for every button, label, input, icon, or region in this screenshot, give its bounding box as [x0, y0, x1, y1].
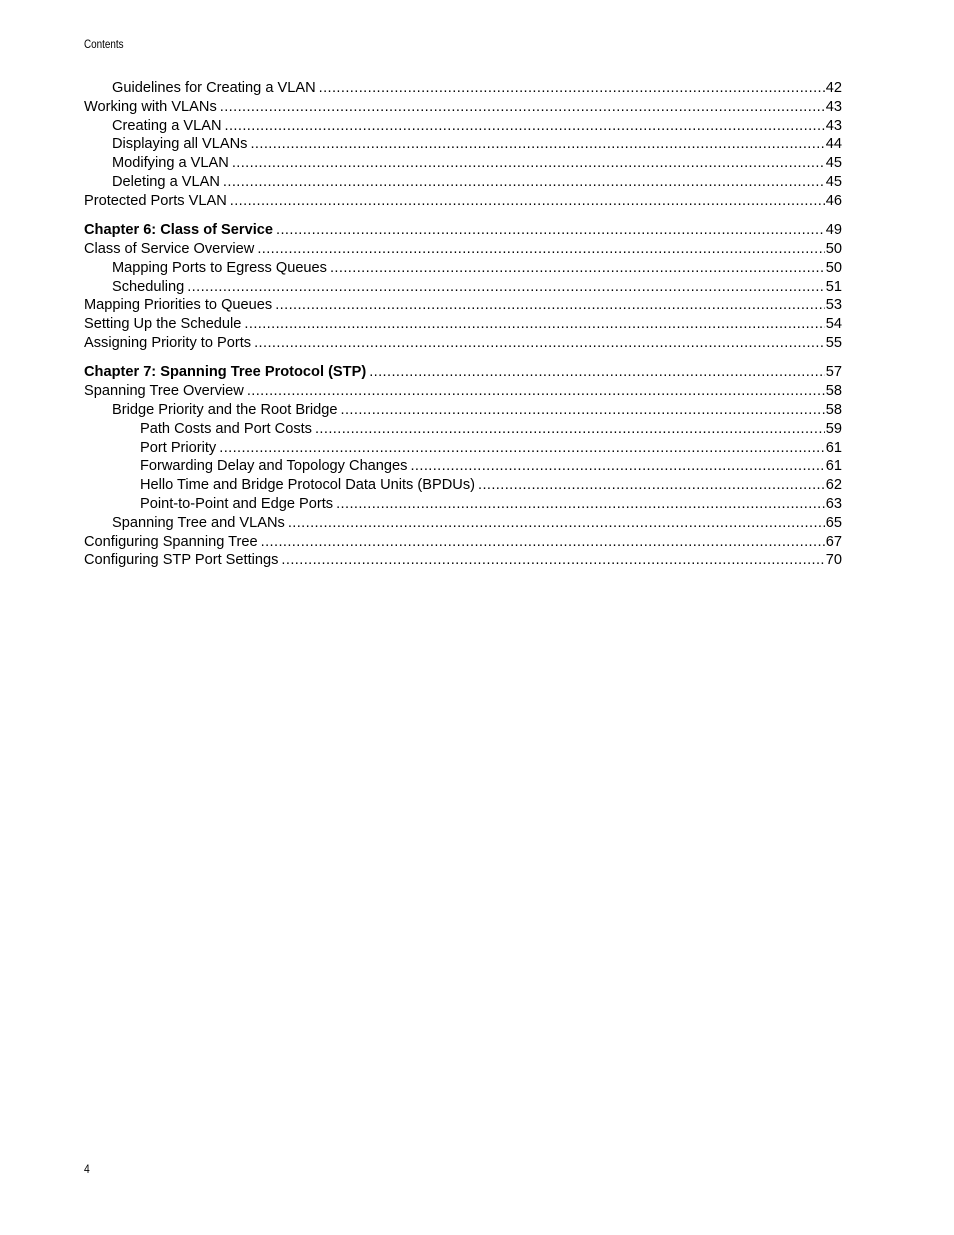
dot-leader — [250, 135, 824, 154]
toc-entry-title: Spanning Tree and VLANs — [112, 514, 285, 531]
toc-entry-title: Chapter 6: Class of Service — [84, 222, 273, 239]
toc-entry-page-number: 54 — [825, 316, 842, 333]
toc-entry-title: Hello Time and Bridge Protocol Data Units (BPDUs) — [140, 477, 475, 494]
toc-entry-page-number: 43 — [825, 98, 842, 115]
toc-chapter-heading[interactable] — [84, 363, 842, 382]
toc-entry[interactable] — [84, 476, 842, 495]
toc-entry-title: Working with VLANs — [84, 98, 217, 115]
dot-leader — [230, 192, 825, 211]
toc-entry[interactable] — [84, 79, 842, 98]
toc-entry-title: Scheduling — [112, 278, 185, 295]
toc-entry-title: Modifying a VLAN — [112, 155, 229, 172]
toc-entry[interactable] — [84, 192, 842, 211]
toc-entry[interactable] — [84, 551, 842, 570]
toc-entry[interactable] — [84, 315, 842, 334]
toc-entry-page-number: 50 — [825, 259, 842, 276]
toc-entry[interactable] — [84, 135, 842, 154]
toc-entry-title: Configuring Spanning Tree — [84, 533, 258, 550]
dot-leader — [478, 476, 825, 495]
toc-entry-title: Protected Ports VLAN — [84, 192, 227, 209]
toc-entry-title: Configuring STP Port Settings — [84, 552, 279, 569]
toc-entry-page-number: 58 — [825, 401, 842, 418]
toc-entry-page-number: 53 — [825, 297, 842, 314]
dot-leader — [232, 154, 825, 173]
toc-entry-page-number: 62 — [825, 477, 842, 494]
toc-entry-page-number: 51 — [825, 278, 842, 295]
toc-entry[interactable] — [84, 240, 842, 259]
toc-entry-page-number: 45 — [825, 155, 842, 172]
toc-entry-title: Assigning Priority to Ports — [84, 334, 252, 351]
dot-leader — [219, 439, 825, 458]
toc-entry-title: Path Costs and Port Costs — [140, 420, 312, 437]
toc-entry-page-number: 45 — [825, 173, 842, 190]
dot-leader — [410, 457, 824, 476]
toc-entry-page-number: 67 — [825, 533, 842, 550]
dot-leader — [223, 173, 825, 192]
dot-leader — [315, 420, 825, 439]
toc-entry[interactable] — [84, 259, 842, 278]
toc-entry-page-number: 58 — [825, 383, 842, 400]
dot-leader — [319, 79, 825, 98]
toc-entry-title: Setting Up the Schedule — [84, 316, 242, 333]
toc-entry[interactable] — [84, 117, 842, 136]
toc-entry[interactable] — [84, 533, 842, 552]
dot-leader — [276, 221, 825, 240]
page-number: 4 — [84, 1162, 90, 1176]
toc-entry-title: Forwarding Delay and Topology Changes — [140, 458, 408, 475]
toc-entry-page-number: 46 — [825, 192, 842, 209]
toc-entry[interactable] — [84, 278, 842, 297]
toc-entry-page-number: 65 — [825, 514, 842, 531]
toc-entry-page-number: 50 — [825, 240, 842, 257]
toc-entry[interactable] — [84, 401, 842, 420]
toc-entry[interactable] — [84, 439, 842, 458]
toc-entry-page-number: 70 — [825, 552, 842, 569]
toc-entry-page-number: 43 — [825, 117, 842, 134]
toc-entry[interactable] — [84, 173, 842, 192]
toc-entry[interactable] — [84, 154, 842, 173]
dot-leader — [187, 278, 825, 297]
dot-leader — [369, 363, 825, 382]
toc-entry-page-number: 44 — [825, 136, 842, 153]
toc-entry-page-number: 61 — [825, 439, 842, 456]
toc-entry-title: Chapter 7: Spanning Tree Protocol (STP) — [84, 364, 367, 381]
toc-entry-page-number: 59 — [825, 420, 842, 437]
toc-entry-title: Mapping Priorities to Queues — [84, 297, 273, 314]
toc-entry-title: Class of Service Overview — [84, 240, 255, 257]
dot-leader — [220, 98, 825, 117]
dot-leader — [244, 315, 824, 334]
toc-entry[interactable] — [84, 296, 842, 315]
toc-entry[interactable] — [84, 382, 842, 401]
dot-leader — [261, 533, 825, 552]
toc-entry[interactable] — [84, 98, 842, 117]
table-of-contents — [84, 79, 842, 570]
toc-entry[interactable] — [84, 514, 842, 533]
toc-entry-title: Point-to-Point and Edge Ports — [140, 495, 334, 512]
dot-leader — [288, 514, 825, 533]
dot-leader — [336, 495, 825, 514]
toc-entry-title: Spanning Tree Overview — [84, 383, 244, 400]
toc-entry-title: Deleting a VLAN — [112, 173, 220, 190]
dot-leader — [281, 551, 824, 570]
toc-entry-page-number: 49 — [825, 222, 842, 239]
dot-leader — [341, 401, 825, 420]
toc-entry-page-number: 63 — [825, 495, 842, 512]
dot-leader — [254, 334, 825, 353]
toc-entry[interactable] — [84, 420, 842, 439]
dot-leader — [330, 259, 825, 278]
toc-entry-title: Creating a VLAN — [112, 117, 222, 134]
toc-chapter-heading[interactable] — [84, 221, 842, 240]
toc-entry-title: Bridge Priority and the Root Bridge — [112, 401, 338, 418]
dot-leader — [257, 240, 824, 259]
dot-leader — [275, 296, 825, 315]
toc-entry[interactable] — [84, 334, 842, 353]
toc-entry-page-number: 42 — [825, 80, 842, 96]
dot-leader — [225, 117, 825, 136]
toc-entry-title: Guidelines for Creating a VLAN — [112, 80, 316, 96]
dot-leader — [247, 382, 825, 401]
toc-entry-page-number: 61 — [825, 458, 842, 475]
toc-entry-page-number: 55 — [825, 334, 842, 351]
toc-entry-title: Mapping Ports to Egress Queues — [112, 259, 327, 276]
toc-entry-title: Displaying all VLANs — [112, 136, 248, 153]
running-header: Contents — [84, 39, 124, 51]
toc-entry[interactable] — [84, 495, 842, 514]
toc-entry[interactable] — [84, 457, 842, 476]
toc-entry-title: Port Priority — [140, 439, 217, 456]
toc-entry-page-number: 57 — [825, 364, 842, 381]
